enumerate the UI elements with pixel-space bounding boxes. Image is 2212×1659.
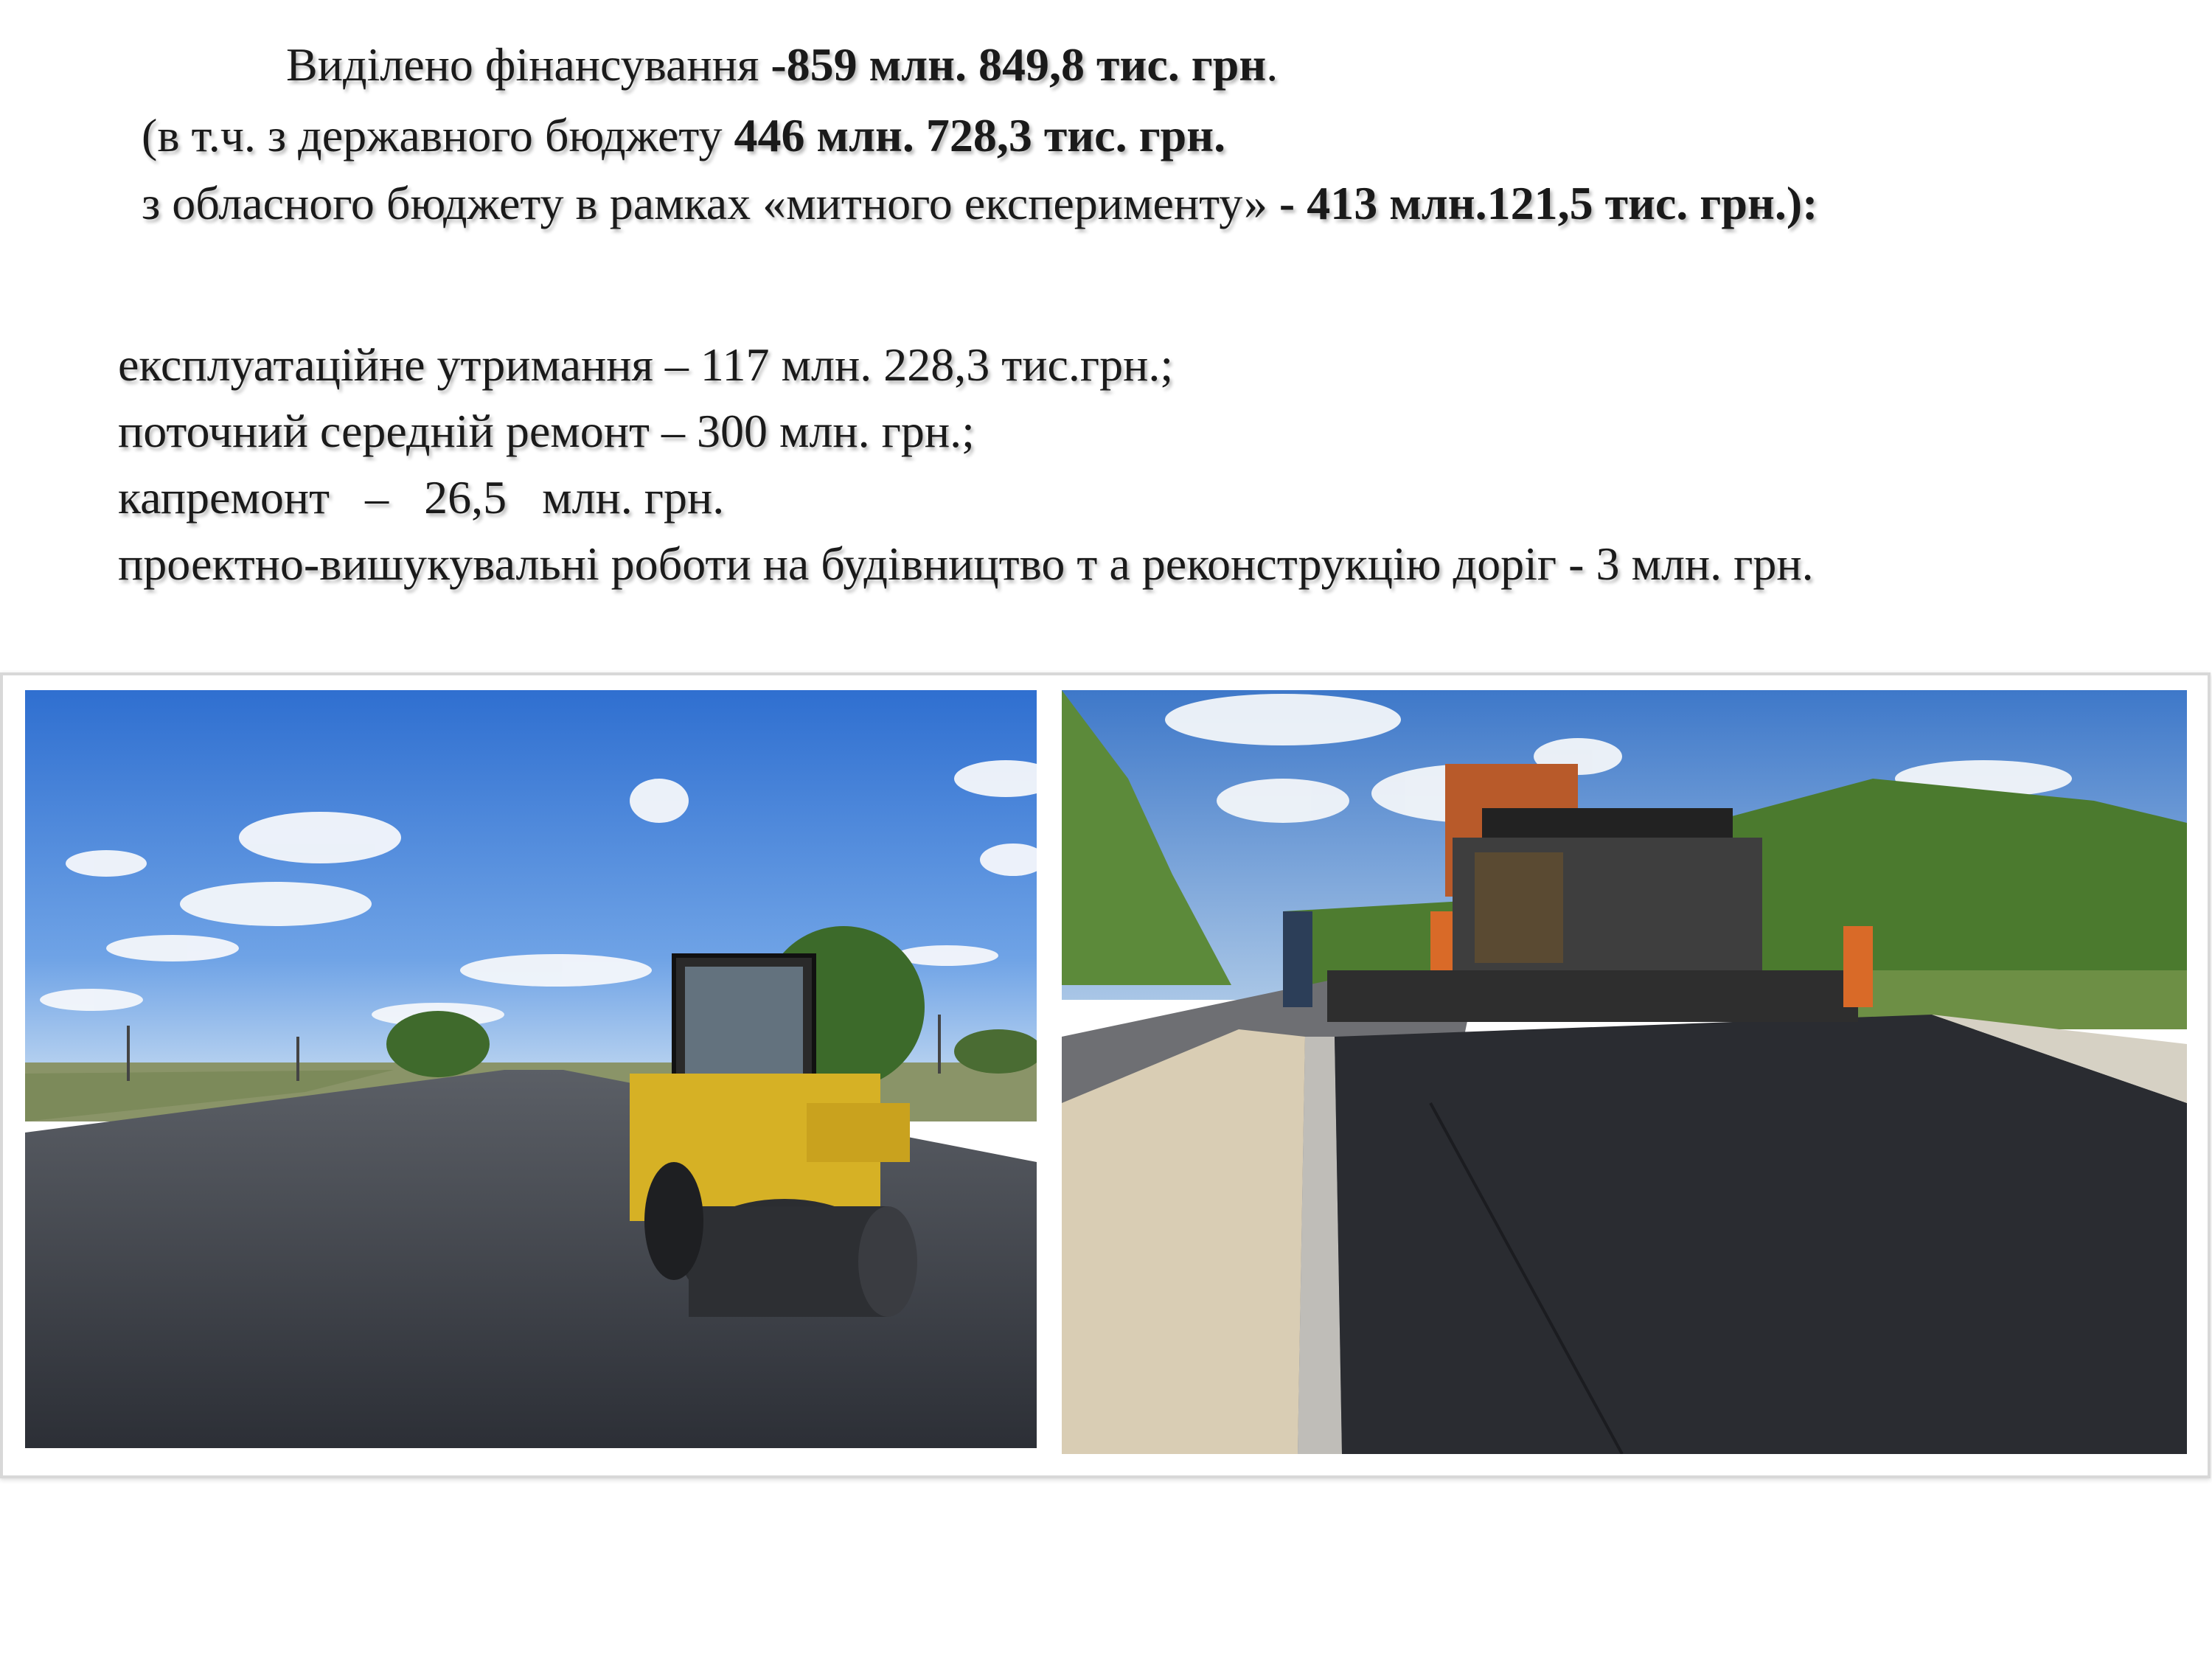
expense-item: експлуатаційне утримання – 117 млн. 228,3 тис.грн.; [118, 338, 1174, 391]
funding-line-2 [142, 103, 1225, 168]
regional-budget-label: з обласного бюджету в рамках «митного експерименту» [142, 177, 1279, 229]
regional-budget-amount: - 413 млн.121,5 тис. грн.): [1279, 177, 1818, 229]
funding-total: -859 млн. 849,8 тис. грн [771, 38, 1267, 91]
road-roller-photo [25, 690, 1037, 1448]
funding-label: Виділено фінансування [286, 38, 771, 91]
expense-item: капремонт – 26,5 млн. грн. [118, 471, 725, 524]
expense-item: поточний середній ремонт – 300 млн. грн.; [118, 405, 975, 457]
state-budget-amount: 446 млн. 728,3 тис. грн. [734, 109, 1226, 161]
expense-item: проектно-вишукувальні роботи на будівництво т а реконструкцію доріг - 3 млн. грн. [118, 538, 1814, 590]
state-budget-label: (в т.ч. з державного бюджету [142, 109, 734, 161]
asphalt-paver-photo [1062, 690, 2187, 1454]
funding-line-1 [286, 32, 1278, 97]
funding-period: . [1266, 38, 1279, 91]
funding-line-3 [142, 171, 1818, 236]
